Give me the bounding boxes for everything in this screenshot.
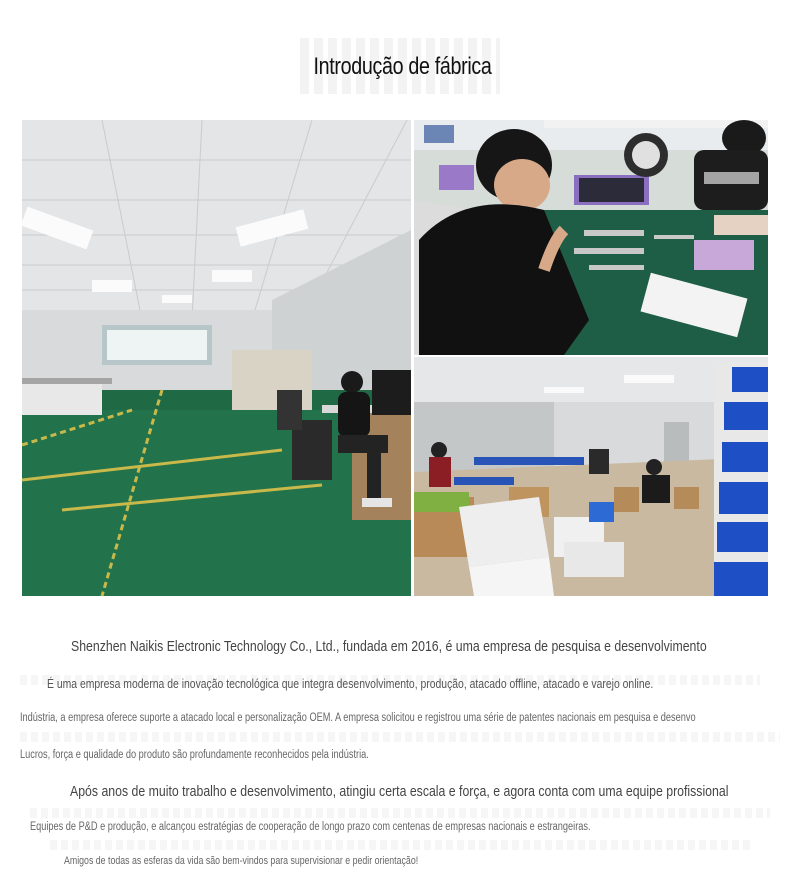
photo-warehouse-hall bbox=[22, 120, 411, 596]
intro-paragraph-2: É uma empresa moderna de inovação tecnológica que integra desenvolvimento, produção, atacado offline, atacado e varejo online. bbox=[47, 676, 654, 691]
photo-packing-area bbox=[414, 357, 768, 596]
page-title: Introdução de fábrica bbox=[313, 53, 492, 80]
background-ghost-text bbox=[30, 808, 770, 818]
intro-paragraph-5: Após anos de muito trabalho e desenvolvimento, atingiu certa escala e força, e agora conta com uma equipe profissional bbox=[70, 783, 729, 800]
intro-paragraph-4: Lucros, força e qualidade do produto são profundamente reconhecidos pela indústria. bbox=[20, 749, 369, 761]
assembly-bench-image bbox=[414, 120, 768, 355]
background-ghost-text bbox=[20, 732, 780, 742]
intro-paragraph-6: Equipes de P&D e produção, e alcançou estratégias de cooperação de longo prazo com centenas de empresas nacionais e estrangeiras. bbox=[30, 821, 591, 833]
packing-area-image bbox=[414, 357, 768, 596]
photo-assembly-bench bbox=[414, 120, 768, 355]
intro-paragraph-3: Indústria, a empresa oferece suporte a atacado local e personalização OEM. A empresa solicitou e registrou uma série de patentes nacionais em pesquisa e desenvo bbox=[20, 712, 696, 724]
intro-paragraph-1: Shenzhen Naikis Electronic Technology Co., Ltd., fundada em 2016, é uma empresa de pesquisa e desenvolvimento bbox=[71, 638, 707, 655]
intro-paragraph-7: Amigos de todas as esferas da vida são bem-vindos para supervisionar e pedir orientação! bbox=[64, 855, 419, 867]
warehouse-hall-image bbox=[22, 120, 411, 596]
background-ghost-text bbox=[50, 840, 750, 850]
